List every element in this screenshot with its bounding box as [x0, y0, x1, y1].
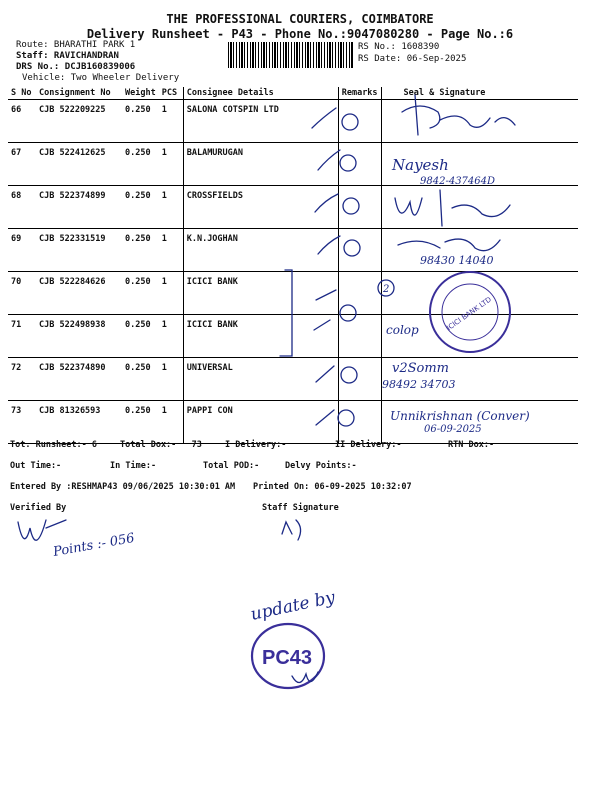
cell-consignee: BALAMURUGAN [183, 143, 338, 186]
cell-pcs: 1 [159, 272, 184, 315]
cell-consignee: CROSSFIELDS [183, 186, 338, 229]
signature-row72: v2Somm [392, 361, 450, 376]
cell-weight: 0.250 [122, 229, 159, 272]
remark-circle-icon [343, 198, 359, 214]
pc43-stamp-text: PC43 [262, 647, 313, 669]
out-time: Out Time:- [10, 461, 62, 471]
cell-pcs: 1 [159, 229, 184, 272]
col-weight: Weight [122, 87, 159, 100]
total-runsheet: Tot. Runsheet:- 6 [10, 440, 97, 450]
cell-weight: 0.250 [122, 358, 159, 401]
seal-text: ICICI BANK LTD [445, 295, 493, 333]
cell-pcs: 1 [159, 100, 184, 143]
remark-circle-icon [338, 410, 354, 426]
cell-pcs: 1 [159, 401, 184, 444]
bank-seal-stamp [430, 272, 510, 352]
date-row73: 06-09-2025 [424, 424, 482, 435]
points-note: Points :- 056 [52, 530, 136, 560]
signature-row71: colop [386, 323, 419, 337]
ii-delivery: II Delivery:- [335, 440, 402, 450]
update-stamp [249, 587, 337, 688]
remark-circle-icon [340, 155, 356, 171]
drs-value: DCJB160839006 [64, 62, 136, 72]
cell-sno: 69 [8, 229, 36, 272]
total-dox: Total Dox:- 73 [120, 440, 202, 450]
cell-consignee: ICICI BANK [183, 272, 338, 315]
phone-row69: 98430 14040 [420, 254, 494, 267]
signature-row67: Nayesh [392, 156, 449, 174]
col-sno: S No [8, 87, 36, 100]
in-time: In Time:- [110, 461, 157, 471]
staff-signature-label: Staff Signature [262, 503, 339, 513]
cell-pcs: 1 [159, 186, 184, 229]
cell-sno: 70 [8, 272, 36, 315]
signatures [382, 95, 530, 435]
remark-circle-icon [341, 367, 357, 383]
cell-consignment: CJB 522374890 [36, 358, 122, 401]
remark-circle-icon [342, 114, 358, 130]
cell-consignee: ICICI BANK [183, 315, 338, 358]
cell-weight: 0.250 [122, 315, 159, 358]
total-pod: Total POD:- [203, 461, 260, 471]
cell-weight: 0.250 [122, 186, 159, 229]
cell-consignment: CJB 522374899 [36, 186, 122, 229]
runsheet-title: Delivery Runsheet - P43 - Phone No.:9047080280 - Page No.:6 [86, 27, 514, 41]
drs-label: DRS No.: [16, 62, 65, 72]
cell-sno: 71 [8, 315, 36, 358]
cell-weight: 0.250 [122, 143, 159, 186]
cell-sno: 68 [8, 186, 36, 229]
cell-consignment: CJB 522412625 [36, 143, 122, 186]
cell-consignee: PAPPI CON [183, 401, 338, 444]
phone-row67: 9842-437464D [420, 176, 496, 187]
cell-sno: 66 [8, 100, 36, 143]
cell-weight: 0.250 [122, 401, 159, 444]
route: Route: BHARATHI PARK 1 [16, 40, 136, 50]
cell-pcs: 1 [159, 315, 184, 358]
cell-sno: 73 [8, 401, 36, 444]
remark-mark-text: 2 [383, 284, 390, 295]
company-title: THE PROFESSIONAL COURIERS, COIMBATORE [166, 12, 434, 26]
entered-by: Entered By :RESHMAP43 09/06/2025 10:30:01 AM [10, 482, 236, 492]
signature-row73: Unnikrishnan (Conver) [390, 409, 530, 423]
rs-date: RS Date: 06-Sep-2025 [358, 54, 467, 64]
cell-consignee: SALONA COTSPIN LTD [183, 100, 338, 143]
remark-circle-icon [340, 305, 356, 321]
col-pcs: PCS [159, 87, 184, 100]
rs-number: RS No.: 1608390 [358, 42, 440, 52]
cell-sno: 67 [8, 143, 36, 186]
col-signature: Seal & Signature [381, 87, 578, 100]
cell-consignment: CJB 81326593 [36, 401, 122, 444]
cell-consignee: K.N.JOGHAN [183, 229, 338, 272]
col-consignment: Consignment No [36, 87, 122, 100]
tick-strokes [280, 108, 340, 425]
col-remarks: Remarks [338, 87, 381, 100]
verified-signature [18, 520, 301, 560]
cell-consignee: UNIVERSAL [183, 358, 338, 401]
cell-consignment: CJB 522331519 [36, 229, 122, 272]
cell-consignment: CJB 522498938 [36, 315, 122, 358]
col-consignee: Consignee Details [183, 87, 338, 100]
update-by-note: update by [248, 587, 337, 625]
rtn-dox: RTN Dox:- [448, 440, 495, 450]
i-delivery: I Delivery:- [225, 440, 287, 450]
printed-on: Printed On: 06-09-2025 10:32:07 [253, 482, 412, 492]
cell-pcs: 1 [159, 143, 184, 186]
cell-weight: 0.250 [122, 100, 159, 143]
phone-row72: 98492 34703 [382, 378, 456, 391]
cell-weight: 0.250 [122, 272, 159, 315]
staff: Staff: RAVICHANDRAN [16, 51, 119, 61]
cell-consignment: CJB 522209225 [36, 100, 122, 143]
cell-sno: 72 [8, 358, 36, 401]
vehicle: Vehicle: Two Wheeler Delivery [22, 73, 180, 83]
remark-circle-icon [344, 240, 360, 256]
verified-by-label: Verified By [10, 503, 67, 513]
delvy-points: Delvy Points:- [285, 461, 357, 471]
cell-pcs: 1 [159, 358, 184, 401]
cell-consignment: CJB 522284626 [36, 272, 122, 315]
